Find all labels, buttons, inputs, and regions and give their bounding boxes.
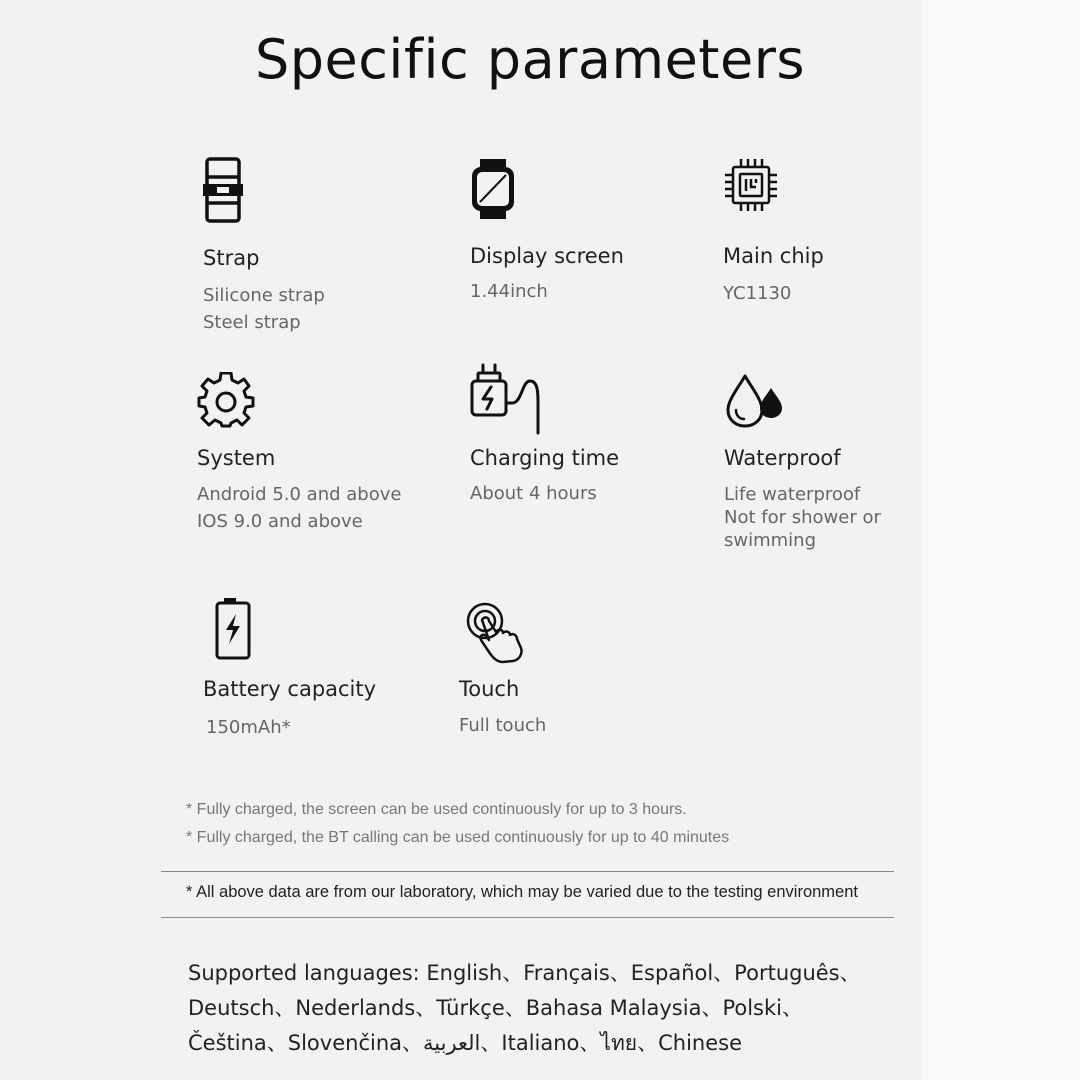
watch-face-icon	[470, 155, 516, 223]
watch-strap-icon	[203, 157, 243, 223]
param-value: IOS 9.0 and above	[197, 511, 363, 532]
param-value: swimming	[724, 530, 817, 551]
divider-bottom	[161, 917, 894, 918]
param-value: Full touch	[459, 715, 547, 736]
footnote: * Fully charged, the screen can be used continuously for up to 3 hours.	[186, 801, 687, 818]
background-strip	[922, 0, 1080, 1080]
battery-icon	[203, 596, 253, 660]
param-label: Waterproof	[724, 446, 841, 470]
param-value: YC1130	[723, 283, 792, 304]
param-label: System	[197, 446, 276, 470]
param-value: Silicone strap	[203, 285, 325, 306]
param-label: Display screen	[470, 244, 624, 268]
param-value: Not for shower or	[724, 507, 881, 528]
param-value: Steel strap	[203, 312, 301, 333]
disclaimer: * All above data are from our laboratory, which may be varied due to the testing environment	[186, 883, 858, 901]
chip-icon	[723, 157, 779, 213]
param-value: 1.44inch	[470, 281, 548, 302]
water-drops-icon	[724, 372, 786, 428]
supported-languages: Supported languages: English、Français、Español、Português、Deutsch、Nederlands、Türkçe、Bahasa Malaysia、Polski、Čeština、Slovenčina、العربية、Italiano、ไทย、Chinese	[188, 961, 861, 1055]
param-value: Life waterproof	[724, 484, 861, 505]
page-title: Specific parameters	[254, 28, 806, 91]
touch-hand-icon	[459, 602, 531, 664]
param-label: Charging time	[470, 446, 620, 470]
charger-icon	[470, 363, 542, 435]
param-value: Android 5.0 and above	[197, 484, 402, 505]
gear-icon	[197, 372, 255, 430]
footnote: * Fully charged, the BT calling can be used continuously for up to 40 minutes	[186, 829, 730, 846]
param-label: Main chip	[723, 244, 824, 268]
param-value: 150mAh*	[206, 717, 291, 738]
param-label: Touch	[459, 677, 520, 701]
param-label: Battery capacity	[203, 677, 377, 701]
divider-top	[161, 871, 894, 872]
param-value: About 4 hours	[470, 483, 597, 504]
param-label: Strap	[203, 246, 260, 270]
